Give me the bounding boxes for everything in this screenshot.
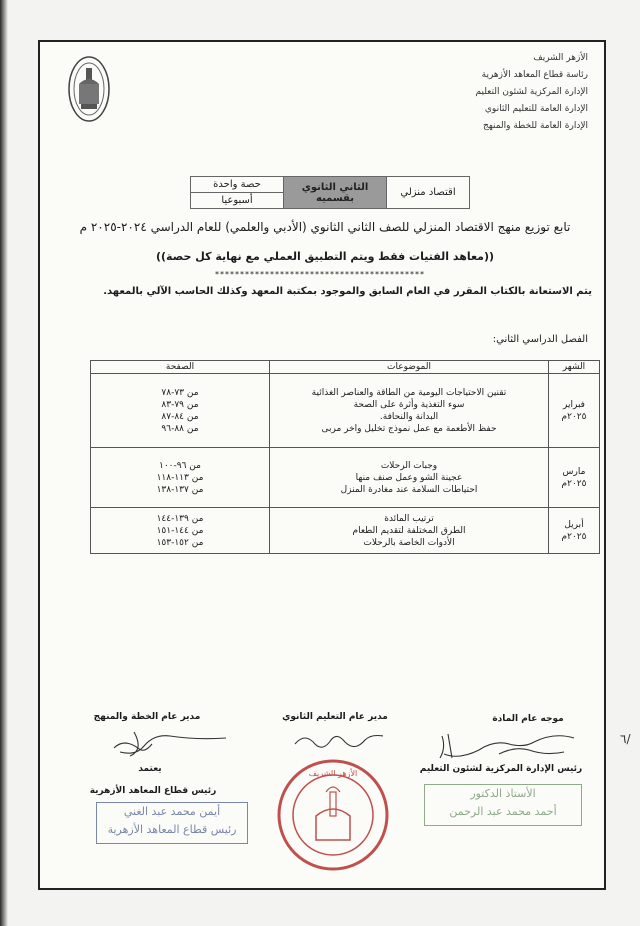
issuing-authority-header (368, 50, 588, 135)
header-line-central-admin: الإدارة المركزية لشئون التعليم (475, 87, 588, 97)
semester-label: الفصل الدراسي الثاني: (492, 334, 588, 345)
header-line-secondary-admin: الإدارة العامة للتعليم الثانوي (484, 104, 588, 114)
month-year: ٢٠٢٥م (561, 411, 587, 422)
general-secondary-signature-icon (290, 726, 390, 752)
reference-note: يتم الاستعانة بالكتاب المقرر في العام السابق والموجود بمكتبة المعهد وكذلك الحاسب الآلي بالمعهد. (103, 286, 592, 297)
month-name: فبراير (563, 399, 585, 410)
pages-cell (91, 448, 270, 508)
page-range: من ٩٦-١٠٠ (159, 460, 201, 471)
topic-item: الأدوات الخاصة بالرحلات (363, 537, 455, 548)
official-stamp-left (96, 802, 248, 844)
topic-item: ترتيب المائدة (384, 513, 434, 524)
page-range: من ١٣٧-١٣٨ (156, 484, 204, 495)
topics-cell (270, 508, 549, 554)
page-range: من ٧٩-٨٣ (161, 399, 199, 410)
page-range: من ٨٤-٨٧ (161, 411, 199, 422)
topic-item: وجبات الرحلات (380, 460, 438, 471)
document-subtitle: ((معاهد الفتيات فقط ويتم التطبيق العملي مع نهاية كل حصة)) (155, 250, 495, 263)
topic-item: البدانة والنحافة. (379, 411, 439, 422)
month-name: مارس (562, 466, 586, 477)
plan-title: مدير عام الخطة والمنهج (93, 712, 201, 722)
table-row (91, 508, 600, 554)
document-title: تابع توزيع منهج الاقتصاد المنزلي للصف الثاني الثانوي (الأدبي والعلمي) للعام الدراسي ٢٠٢٤-٢٠٢٥ م (79, 220, 571, 234)
month-cell (549, 448, 600, 508)
head-central-title: رئيس الإدارة المركزية لشئون التعليم (419, 764, 583, 774)
header-topics: الموضوعات (270, 361, 549, 374)
table-row (91, 374, 600, 448)
al-azhar-emblem-icon (66, 54, 112, 124)
general-secondary-title: مدير عام التعليم الثانوي (282, 712, 388, 722)
topic-item: حفظ الأطعمة مع عمل نموذج تخليل واخر مربى (321, 423, 497, 434)
topic-item: عجينة الشو وعمل صنف منها (355, 472, 463, 483)
scan-edge-shadow (0, 0, 8, 926)
subject-cell: اقتصاد منزلي (387, 177, 470, 209)
subject-info-table (190, 176, 470, 209)
document-page (38, 40, 631, 890)
topics-cell (270, 448, 549, 508)
month-cell (549, 374, 600, 448)
periods-cell-line1: حصة واحدة (191, 177, 284, 193)
sector-head-title: رئيس قطاع المعاهد الأزهرية (89, 786, 217, 796)
header-line-azhar: الأزهر الشريف (533, 53, 588, 63)
stamp-left-line1: أيمن محمد عبد الغني (123, 805, 221, 818)
stamp-right-line2: أحمد محمد عبد الرحمن (449, 805, 557, 818)
approve-label: يعتمد (138, 764, 162, 774)
topic-item: سوء التغذية وأثرة على الصحة (353, 399, 465, 410)
header-line-plan-admin: الإدارة العامة للخطة والمنهج (483, 121, 588, 131)
stamp-left-line2: رئيس قطاع المعاهد الأزهرية (107, 823, 237, 836)
header-pages: الصفحة (91, 361, 270, 374)
periods-cell-line2: أسبوعيا (191, 193, 284, 209)
stamp-right-line1: الأستاذ الدكتور (470, 787, 536, 800)
topics-cell (270, 374, 549, 448)
topic-item: الطرق المختلفة لتقديم الطعام (352, 525, 466, 536)
month-cell (549, 508, 600, 554)
page-range: من ٧٣-٧٨ (161, 387, 199, 398)
separator-line: ****************************************** (215, 270, 425, 279)
page-range: من ١٤٤-١٥١ (156, 525, 204, 536)
page-range: من ٨٨-٩٦ (161, 423, 199, 434)
month-name: أبريل (564, 519, 584, 530)
header-line-sector: رئاسة قطاع المعاهد الأزهرية (481, 70, 588, 80)
month-year: ٢٠٢٥م (561, 478, 587, 489)
azhar-red-seal-icon (276, 758, 390, 872)
pages-cell (91, 508, 270, 554)
date-mark: ٦/ (620, 732, 631, 746)
page-range: من ١١٣-١١٨ (156, 472, 204, 483)
curriculum-schedule-table (90, 360, 600, 554)
plan-signature-icon (94, 726, 234, 762)
inspector-signature-icon (434, 728, 584, 768)
grade-cell: الثاني الثانوي بقسميه (284, 177, 387, 209)
page-range: من ١٣٩-١٤٤ (156, 513, 204, 524)
inspector-title: موجه عام المادة (492, 714, 564, 724)
pages-cell (91, 374, 270, 448)
seal-text: الأزهر الشريف (308, 769, 358, 778)
table-header-row (91, 361, 600, 374)
table-row (91, 448, 600, 508)
topic-item: احتياطات السلامة عند مغادرة المنزل (340, 484, 478, 495)
topic-item: تقنين الاحتياجات اليومية من الطاقة والعناصر الغذائية (311, 387, 507, 398)
month-year: ٢٠٢٥م (561, 531, 587, 542)
page-range: من ١٥٢-١٥٣ (156, 537, 204, 548)
official-stamp-right (424, 784, 582, 826)
header-month: الشهر (549, 361, 600, 374)
